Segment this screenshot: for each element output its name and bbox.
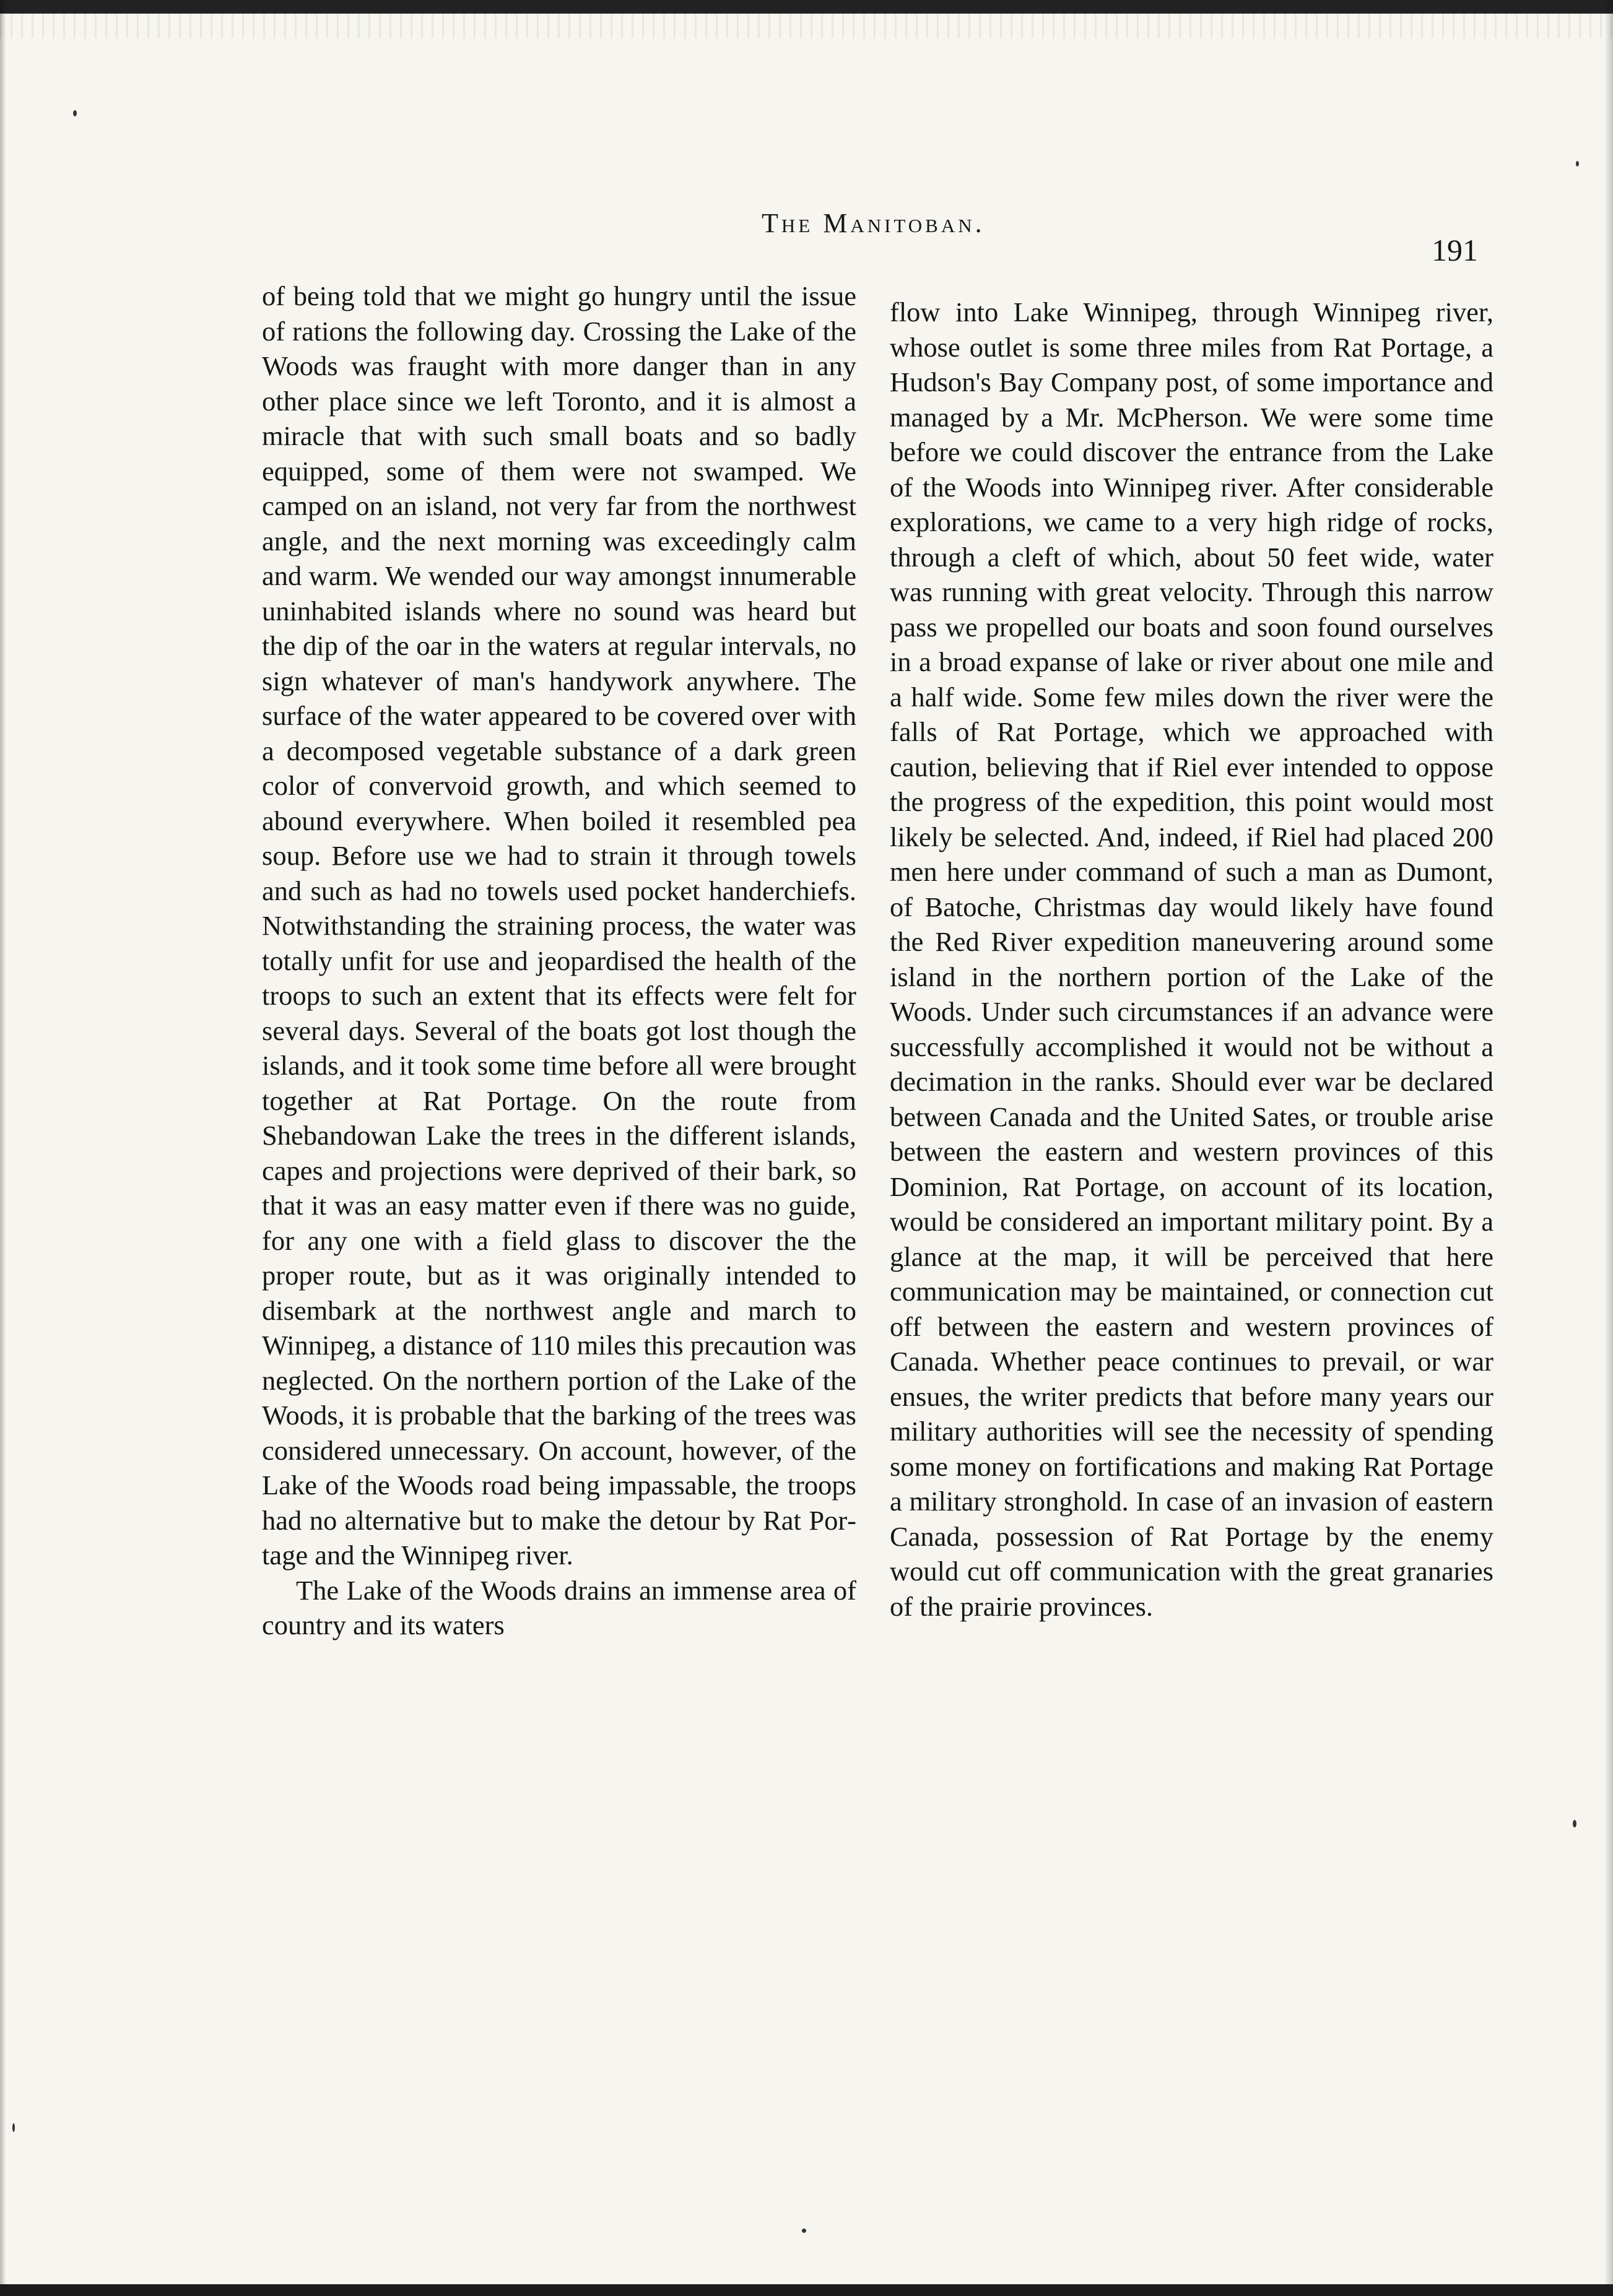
ink-speck [73,110,77,116]
ink-speck [12,2123,15,2132]
paragraph: flow into Lake Winnipeg, through Winnipeg river, whose outlet is some three miles from Rat Portage, a Hudson's Bay Company post, of some importance and managed by a Mr. McPherson. We were some time before we could discover the entrance from the Lake of the Woods into Winnipeg river. After considerable explorations, we came to a very high ridge of rocks, through a cleft of which, about 50 feet wide, water was running with great velocity. Through this narrow pass we propelled our boats and soon found ourselves in a broad expanse of lake or river about one mile and a half wide. Some few miles down the river were the falls of Rat Portage, which we approached with caution, believing that if Riel ever intended to oppose the progress of the expedition, this point would most likely be selected. And, indeed, if Riel had placed 200 men here under command of such a man as Dumont, of Batoche, Christmas day would likely have found the Red River expedition maneuvering around some island in the northern portion of the Lake of the Woods. Under such circumstances if an advance were successfully accomplished it would not be without a decimation in the ranks. Should ever war be declared between Canada and the United Sates, or trouble arise between the eastern and western provinces of this Dominion, Rat Portage, on account of its location, would be considered an important military point. By a glance at the map, it will be perceived that here communication may be maintained, or connection cut off between the eastern and western provinces of Canada. Whether peace continues to prevail, or war ensues, the writer predicts that before many years our military authorities will see the necessity of spending some money on fortifications and making Rat Portage a military stronghold. In case of an invasion of eastern Canada, possession of Rat Portage by the enemy would cut off communication with the great granaries of the prairie provinces. [890,297,1493,1622]
page-number: 191 [1432,233,1478,267]
paragraph: The Lake of the Woods drains an immense area of country and its waters [262,1574,856,1640]
scan-bottom-border [0,2284,1613,2296]
running-title: The Manitoban. [762,208,985,238]
scan-left-shadow [0,0,6,2296]
ink-speck [1573,1820,1576,1827]
scan-top-noise [0,14,1613,38]
ink-speck [802,2229,806,2233]
left-column [262,279,856,1643]
paragraph: of being told that we might go hungry until the issue of rations the following day. Crossing the Lake of the Woods was fraught with more danger than in any other place since we left Toronto, and it is almost a miracle that with such small boats and so badly equipped, some of them were not swamped. We camped on an island, not very far from the northwest angle, and the next morning was exceedingly calm and warm. We wended our way amongst innumerable uninhabited islands where no sound was heard but the dip of the oar in the waters at regular intervals, no sign whatever of man's handywork anywhere. The surface of the water appeared to be covered over with a decomposed vegetable substance of a dark green color of convervoid growth, and which seemed to abound everywhere. When boiled it resembled pea soup. Before use we had to strain it through towels and such as had no towels used pocket handerchiefs. Notwithstanding the straining process, the water was totally unfit for use and jeopardised the health of the troops to such an extent that its effects were felt for several days. Several of the boats got lost though the islands, and it took some time before all were brought together at Rat Portage. On the route from Shebandowan Lake the trees in the different islands, capes and projections were deprived of their bark, so that it was an easy matter even if there was no guide, for any one with a field glass to discover the the proper route, but as it was originally intended to disembark at the northwest angle and march to Winnipeg, a distance of 110 miles this precaution was neglected. On the northern portion of the Lake of the Woods, it is probable that the barking of the trees was considered unnecessary. On account, however, of the Lake of the Woods road being impassable, the troops had no alternative but to make the detour by Rat Portage and the Winnipeg river. [262,280,856,1570]
right-column [890,295,1493,1624]
scan-top-border [0,0,1613,14]
ink-speck [1576,161,1579,167]
scan-right-shadow [1604,0,1613,2296]
